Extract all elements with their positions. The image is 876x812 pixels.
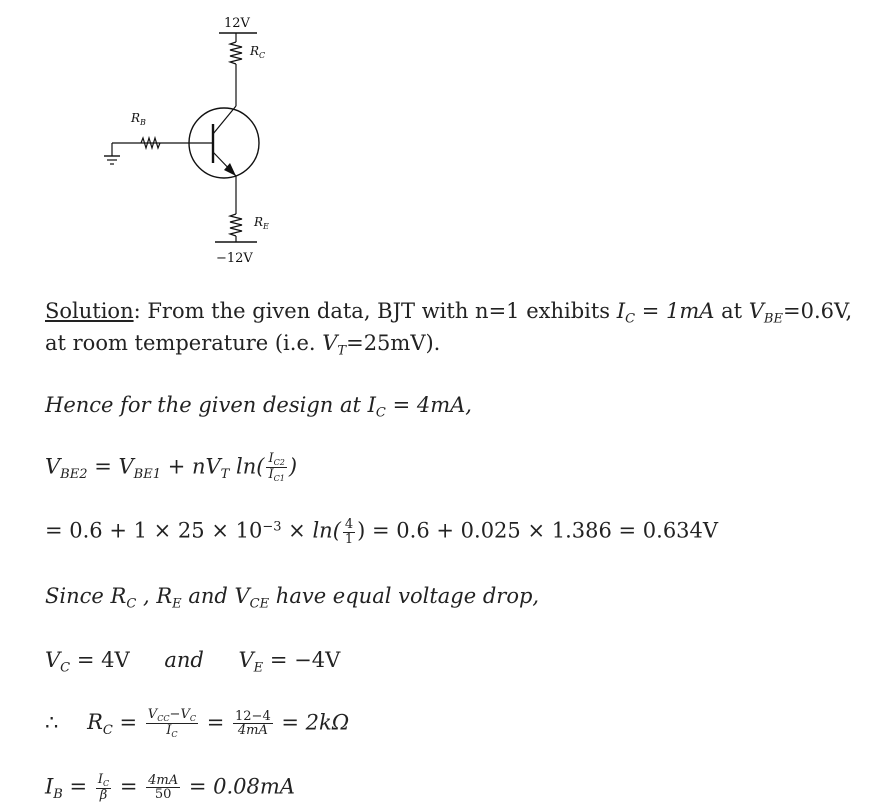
rc-equation: ∴ $R_C$ = $\frac{V_{CC}-V_C}{I_C}$ = $\frac{12-4}{4mA}$ = 2kΩ bbox=[45, 707, 350, 740]
vbe2-equation: $V_{BE2} = V_{BE1} + nV_T$ ln( $\frac{I_{C2}}{I_{C1}}$ ) bbox=[45, 451, 298, 484]
rc-label: $R_C$ bbox=[250, 44, 266, 60]
solution-line1-text: : From the given data, BJT with n=1 exhibits bbox=[133, 299, 617, 323]
vcc-label: 12V bbox=[224, 16, 250, 31]
rb-label: $R_B$ bbox=[131, 111, 146, 127]
transistor-collector bbox=[213, 106, 236, 134]
calc-equation: = $0.6 + 1 \times 25 \times 10^{-3} \times \ln$( $\frac{4}{1}$ ) = 0.6 + 0.025 × 1.386 = 0.634V bbox=[45, 517, 719, 547]
solution-heading: Solution bbox=[45, 299, 134, 323]
since-line: Since $R_C$ , $R_E$ and $V_{CE}$ have equal voltage drop, bbox=[45, 584, 540, 612]
at-word: at bbox=[714, 299, 749, 323]
ic-value: = 1mA bbox=[635, 299, 715, 323]
hence-line bbox=[45, 393, 472, 421]
ve-expression: $V_E = -4V$ bbox=[238, 648, 341, 676]
solution-line-1 bbox=[45, 299, 852, 327]
ib-numeric-fraction: $\frac{4mA}{50}$ bbox=[148, 772, 179, 803]
ic-variable: $I_C$ bbox=[616, 299, 636, 327]
four-over-one-fraction: $\frac{4}{1}$ bbox=[344, 517, 354, 547]
re-resistor bbox=[230, 214, 242, 236]
vt-value: =25mV). bbox=[346, 331, 441, 355]
ic-ratio-fraction: $\frac{I_{C2}}{I_{C1}}$ bbox=[268, 451, 285, 484]
ib-formula-fraction: $\frac{I_C}{\beta}$ bbox=[97, 772, 110, 804]
solution-line-2 bbox=[45, 331, 440, 359]
bjt-circuit-diagram bbox=[0, 0, 420, 280]
hence-ic-value: = 4mA, bbox=[385, 393, 472, 417]
solution-line2-text: at room temperature (i.e. bbox=[45, 331, 323, 355]
therefore-symbol: ∴ bbox=[45, 710, 59, 735]
vt-variable: $V_T$ bbox=[322, 331, 347, 359]
hence-text: Hence for the given design at bbox=[45, 393, 368, 417]
rc-resistor bbox=[230, 42, 242, 64]
vee-label: −12V bbox=[216, 251, 253, 266]
and-word: and bbox=[164, 648, 204, 672]
hence-ic-variable: $I_C$ bbox=[367, 393, 386, 421]
vc-expression: $V_C = 4V$ bbox=[45, 648, 130, 676]
vc-ve-line bbox=[45, 648, 340, 676]
rc-formula-fraction: $\frac{V_{CC}-V_C}{I_C}$ bbox=[147, 707, 197, 740]
rc-numeric-fraction: $\frac{12-4}{4mA}$ bbox=[234, 708, 271, 739]
re-label: $R_E$ bbox=[254, 215, 269, 231]
vbe-variable: $V_{BE}$ bbox=[748, 299, 783, 327]
vbe-value: =0.6V, bbox=[782, 299, 853, 323]
ib-equation: $I_B$ = $\frac{I_C}{\beta}$ = $\frac{4mA}{50}$ = 0.08mA bbox=[45, 772, 295, 804]
